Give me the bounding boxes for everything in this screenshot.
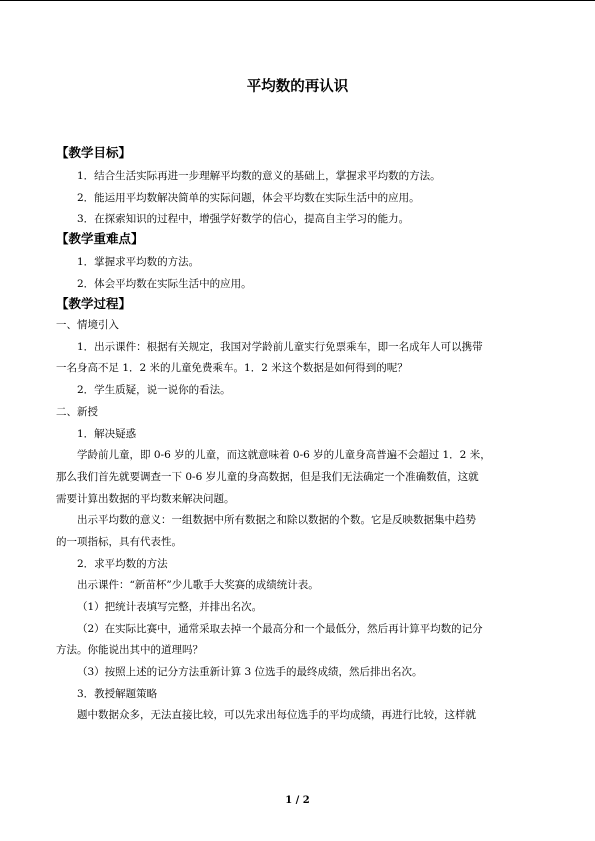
process-subheading: 二、新授 bbox=[56, 405, 98, 418]
key-point-item: 2．体会平均数在实际生活中的应用。 bbox=[77, 278, 252, 291]
page-number: 1 / 2 bbox=[285, 795, 310, 806]
process-paragraph-line: 出示课件：“新苗杯”少儿歌手大奖赛的成绩统计表。 bbox=[77, 579, 319, 592]
document-body bbox=[56, 144, 542, 731]
process-paragraph-line: 2．学生质疑，说一说你的看法。 bbox=[77, 384, 231, 397]
process-paragraph-line: （2）在实际比赛中，通常采取去掉一个最高分和一个最低分，然后再计算平均数的记分 bbox=[77, 622, 483, 635]
goal-item: 1．结合生活实际再进一步理解平均数的意义的基础上，掌握求平均数的方法。 bbox=[77, 170, 441, 182]
process-paragraph-line: 出示平均数的意义：一组数据中所有数据之和除以数据的个数。它是反映数据集中趋势 bbox=[77, 514, 476, 527]
process-paragraph-line: （1）把统计表填写完整，并排出名次。 bbox=[77, 601, 263, 613]
section-heading-process: 【教学过程】 bbox=[56, 296, 132, 312]
process-paragraph-line: 一名身高不足 1．2 米的儿童免费乘车。1．2 米这个数据是如何得到的呢？ bbox=[56, 362, 408, 375]
process-paragraph-line: 2．求平均数的方法 bbox=[77, 557, 168, 570]
process-paragraph-line: （3）按照上述的记分方法重新计算 3 位选手的最终成绩，然后排出名次。 bbox=[77, 666, 423, 679]
section-heading-key-points: 【教学重难点】 bbox=[56, 231, 144, 247]
process-paragraph-line: 学龄前儿童，即 0-6 岁的儿童，而这就意味着 0-6 岁的儿童身高普遍不会超过 1．2 米， bbox=[77, 449, 491, 462]
goal-item: 3．在探索知识的过程中，增强学好数学的信心，提高自主学习的能力。 bbox=[77, 213, 410, 226]
section-heading-goals: 【教学目标】 bbox=[56, 145, 132, 160]
key-point-item: 1．掌握求平均数的方法。 bbox=[77, 256, 200, 269]
process-paragraph-line: 的一项指标，具有代表性。 bbox=[56, 535, 182, 548]
goal-item: 2．能运用平均数解决简单的实际问题，体会平均数在实际生活中的应用。 bbox=[77, 191, 420, 204]
process-paragraph-line: 1．解决疑惑 bbox=[77, 427, 137, 440]
process-paragraph-line: 那么我们首先就要调查一下 0-6 岁儿童的身高数据，但是我们无法确定一个准确数值，这就 bbox=[56, 470, 479, 483]
process-paragraph-line: 3．教授解题策略 bbox=[77, 687, 158, 700]
process-paragraph-line: 需要计算出数据的平均数来解决问题。 bbox=[56, 492, 235, 505]
process-subheading: 一、情境引入 bbox=[56, 319, 119, 332]
document-title: 平均数的再认识 bbox=[246, 79, 349, 95]
process-paragraph-line: 方法。你能说出其中的道理吗？ bbox=[56, 644, 203, 657]
process-paragraph-line: 题中数据众多，无法直接比较，可以先求出每位选手的平均成绩，再进行比较，这样就 bbox=[77, 709, 476, 722]
process-paragraph-line: 1．出示课件：根据有关规定，我国对学龄前儿童实行免票乘车，即一名成年人可以携带 bbox=[77, 340, 483, 353]
